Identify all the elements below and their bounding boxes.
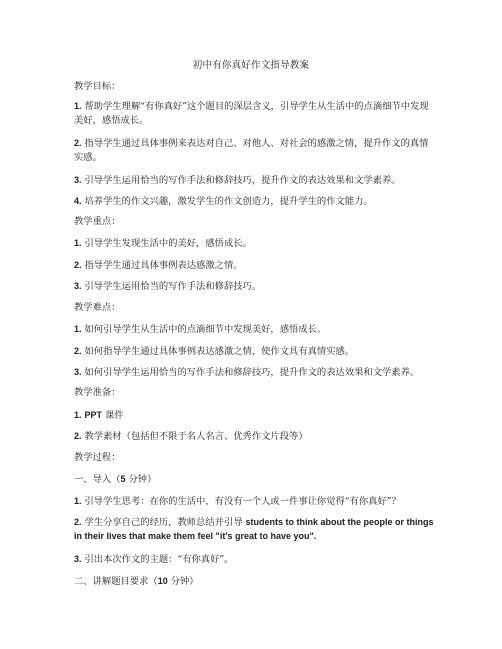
goal-item-3-text: 引导学生运用恰当的写作手法和修辞技巧，提升作文的表达效果和文学素养。 [84, 175, 401, 186]
prep-item-1-number: 1. [74, 410, 82, 420]
focus-item-1-text: 引导学生发现生活中的美好，感悟成长。 [84, 238, 252, 249]
step1-heading [74, 472, 434, 487]
difficulty-item-3 [74, 365, 434, 380]
goal-item-2-text: 指导学生通过具体事例来表达对自己、对他人、对社会的感激之情，提升作文的真情实感。 [74, 138, 429, 163]
step1-item-3 [74, 552, 434, 567]
goal-item-2-number: 2. [74, 138, 82, 148]
focus-item-2-text: 指导学生通过具体事例表达感激之情。 [84, 260, 243, 271]
step1-heading-minutes: 5 [120, 474, 126, 484]
difficulty-item-1 [74, 322, 434, 337]
step1-item-3-number: 3. [74, 554, 82, 564]
difficulty-item-2 [74, 344, 434, 359]
goals-heading: 教学目标： [74, 81, 121, 92]
document-title: 初中有你真好作文指导教案 [192, 60, 310, 71]
prep-item-1 [74, 408, 434, 423]
difficulty-heading: 教学难点： [74, 302, 121, 313]
goal-item-4-text: 培养学生的作文兴趣，激发学生的作文创造力，提升学生的作文能力。 [84, 196, 373, 207]
step1-item-3-text: 引出本次作文的主题：“有你真好”。 [84, 554, 234, 565]
step1-item-1-number: 1. [74, 496, 82, 506]
goal-item-1 [74, 100, 436, 127]
step1-item-2-number: 2. [74, 517, 82, 527]
focus-item-2 [74, 258, 434, 273]
difficulty-item-2-text: 如何指导学生通过具体事例表达感激之情，使作文具有真情实感。 [84, 346, 355, 357]
step2-heading-minutes: 10 [157, 576, 168, 586]
prep-item-2 [74, 429, 434, 444]
prep-item-2-number: 2. [74, 431, 82, 441]
step1-item-2-text-en: students to think about the people or things in their lives that make them feel "it's great to have you". [74, 517, 434, 541]
goal-item-2 [74, 137, 436, 164]
step1-heading-prefix: 一、导入（ [74, 474, 121, 485]
step2-heading-prefix: 二、讲解题目要求（ [74, 576, 158, 587]
focus-item-1-number: 1. [74, 238, 82, 248]
difficulty-item-3-text: 如何引导学生运用恰当的写作手法和修辞技巧，提升作文的表达效果和文学素养。 [84, 367, 420, 378]
prep-item-1-ppt: PPT [84, 410, 102, 420]
step1-item-2-text-cn: 学生分享自己的经历，教师总结并引导 [84, 517, 246, 528]
goal-item-1-text: 帮助学生理解“有你真好”这个题目的深层含义，引导学生从生活中的点滴细节中发现美好，感悟成长。 [74, 101, 429, 126]
prep-item-2-text: 教学素材（包括但不限于名人名言、优秀作文片段等） [84, 431, 308, 442]
goal-item-4-number: 4. [74, 196, 82, 206]
focus-item-1 [74, 236, 434, 251]
step2-heading-suffix: 分钟） [167, 576, 199, 587]
step1-heading-suffix: 分钟） [125, 474, 157, 485]
focus-item-3 [74, 279, 434, 294]
difficulty-item-2-number: 2. [74, 346, 82, 356]
focus-item-3-number: 3. [74, 281, 82, 291]
step2-heading [74, 574, 434, 589]
prep-heading: 教学准备： [74, 387, 121, 398]
focus-item-2-number: 2. [74, 260, 82, 270]
goal-item-1-number: 1. [74, 101, 82, 111]
difficulty-item-1-number: 1. [74, 324, 82, 334]
focus-heading: 教学重点： [74, 216, 121, 227]
goal-item-4 [74, 194, 434, 209]
step1-item-2 [74, 516, 436, 543]
step1-item-1 [74, 494, 434, 509]
process-heading: 教学过程： [74, 452, 121, 463]
difficulty-item-1-text: 如何引导学生从生活中的点滴细节中发现美好，感悟成长。 [84, 324, 327, 335]
prep-item-1-text: 课件 [102, 410, 124, 421]
step1-item-1-text: 引导学生思考：在你的生活中，有没有一个人或一件事让你觉得“有你真好”？ [84, 496, 401, 507]
difficulty-item-3-number: 3. [74, 367, 82, 377]
goal-item-3 [74, 173, 434, 188]
focus-item-3-text: 引导学生运用恰当的写作手法和修辞技巧。 [84, 281, 262, 292]
goal-item-3-number: 3. [74, 175, 82, 185]
